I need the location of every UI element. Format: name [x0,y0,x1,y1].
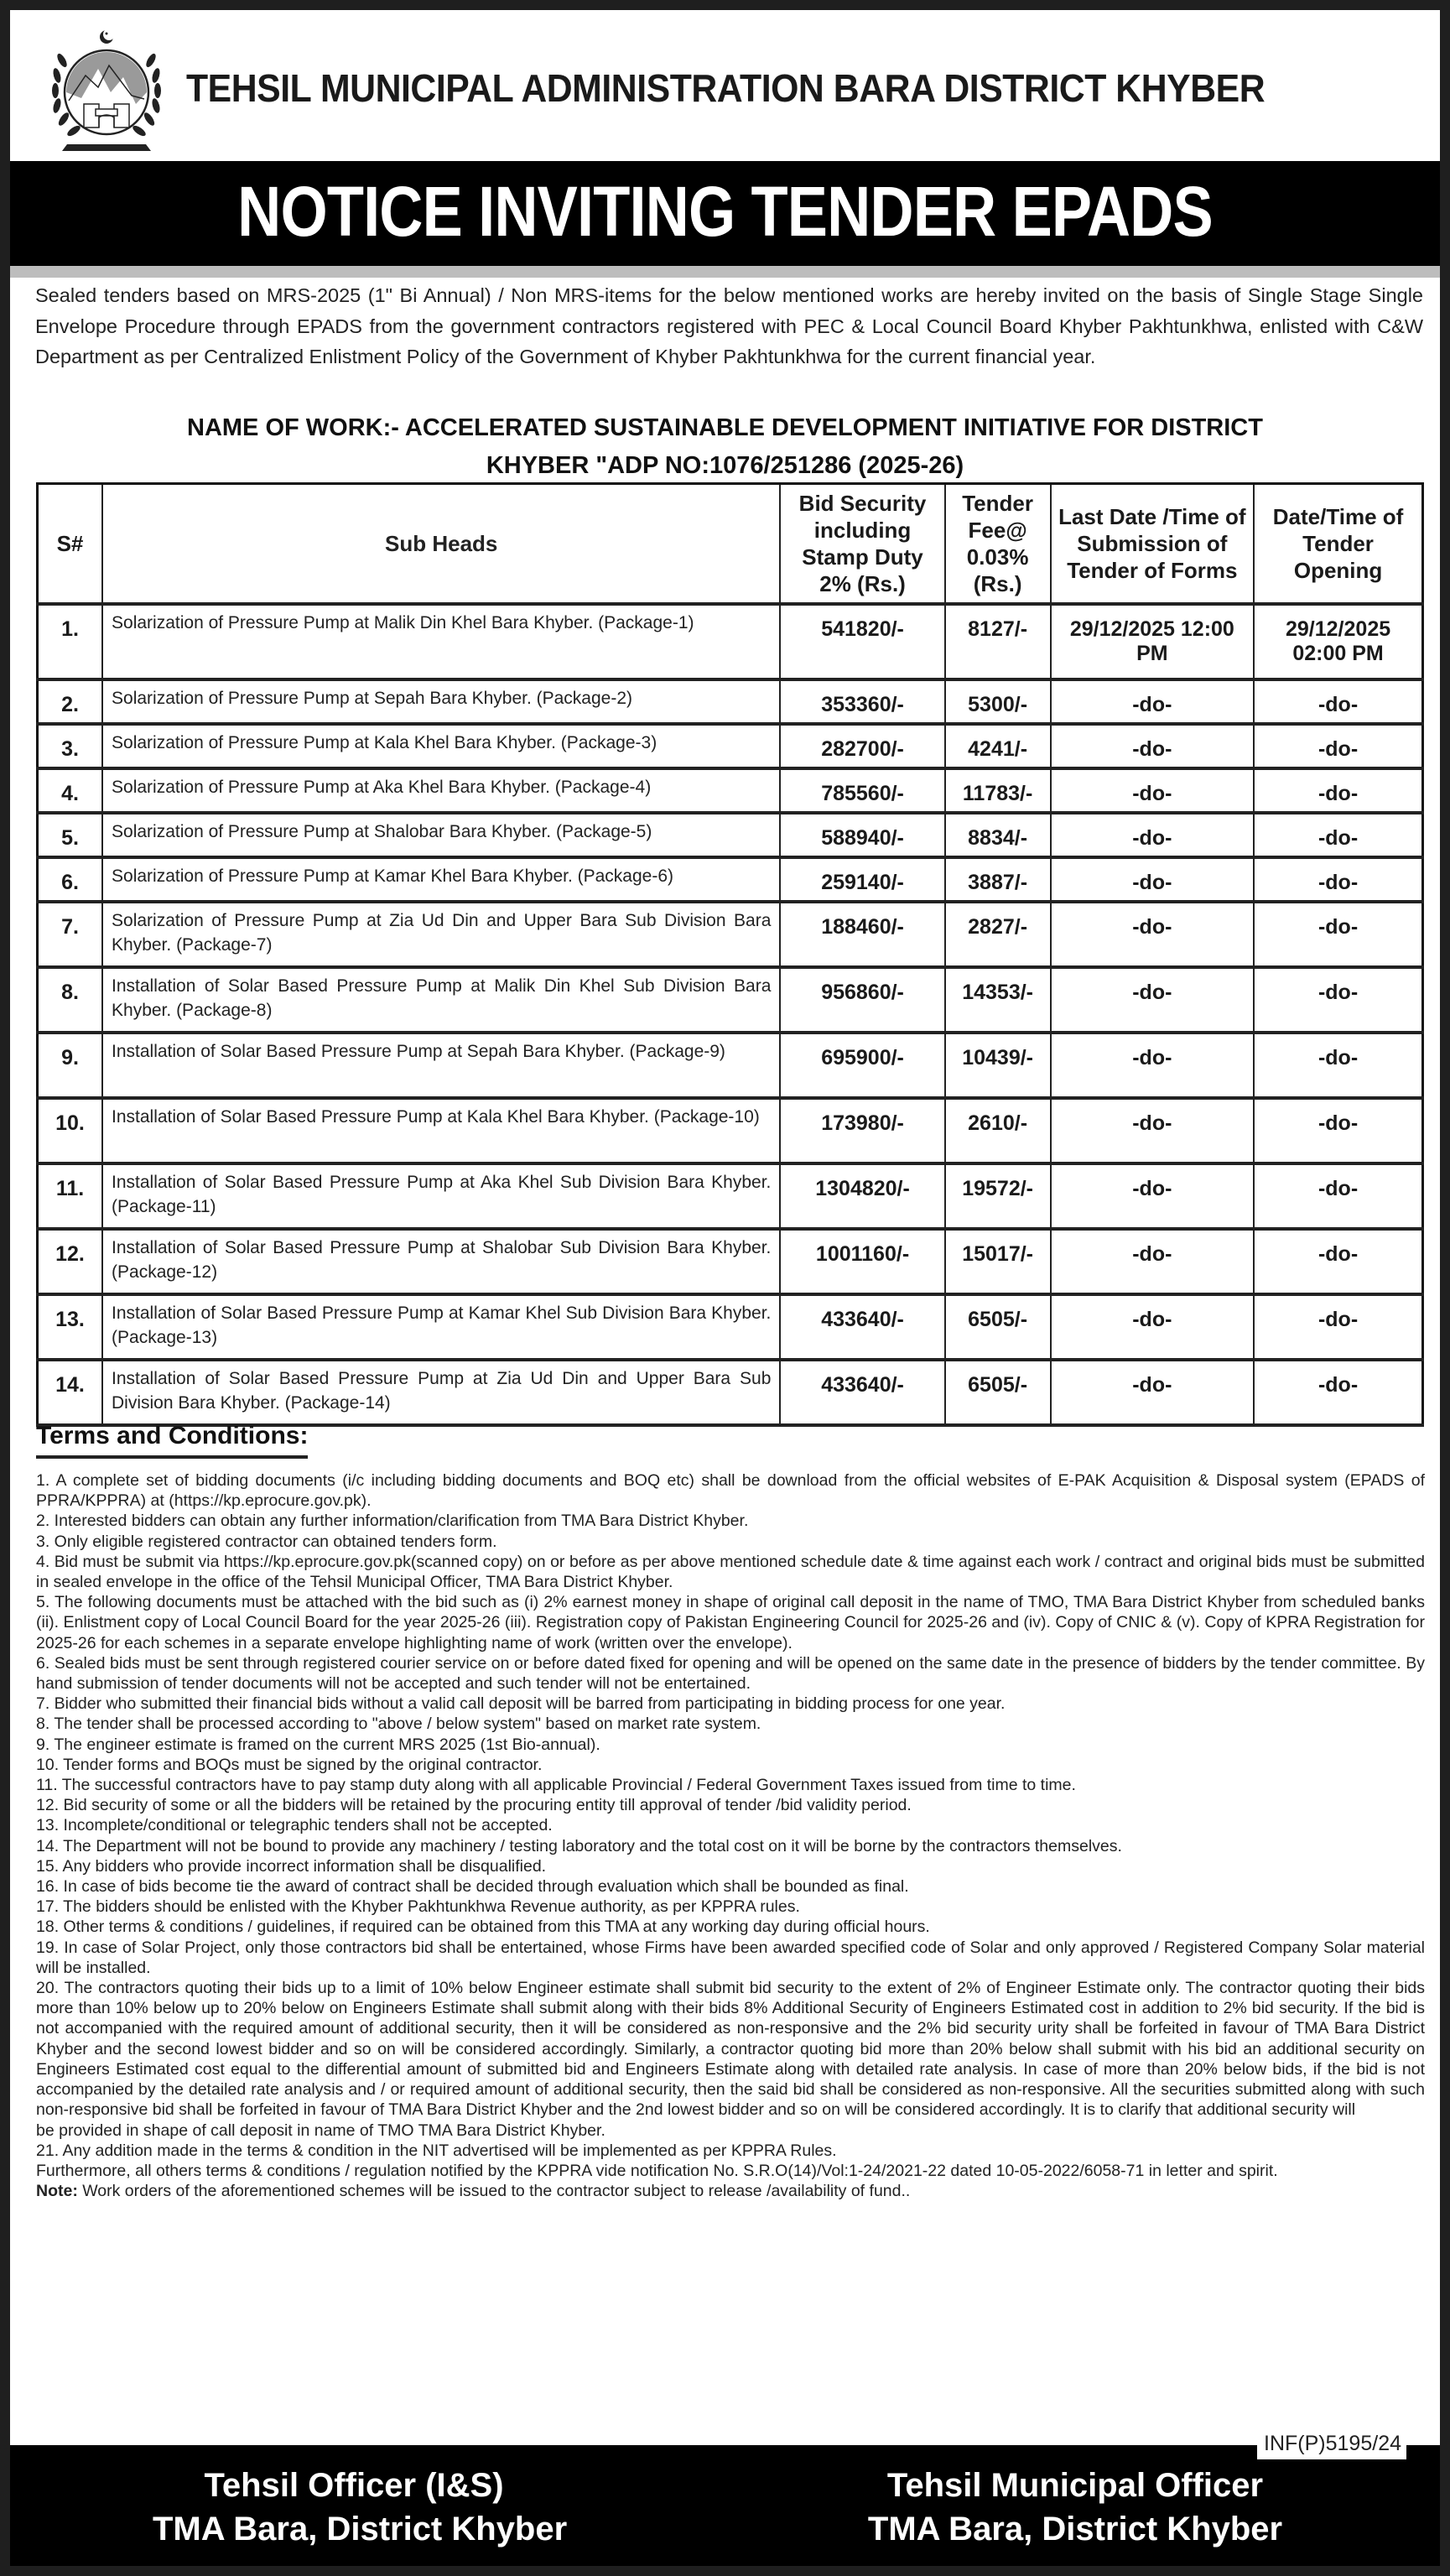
cell-bid-security: 956860/- [780,967,944,1033]
name-of-work-line2: KHYBER "ADP NO:1076/251286 (2025-26) [486,452,964,479]
organization-title: TEHSIL MUNICIPAL ADMINISTRATION BARA DISTRICT KHYBER [186,66,1266,110]
cell-last-date: -do- [1051,1229,1255,1294]
name-of-work [10,409,1440,485]
cell-tender-fee: 6505/- [945,1360,1051,1425]
term-item: 17. The bidders should be enlisted with the Khyber Pakhtunkhwa Revenue authority, as per KPPRA rules. [36,1897,800,1917]
notice-page [10,10,1440,2566]
cell-opening-date: -do- [1254,679,1422,724]
cell-last-date: -do- [1051,967,1255,1033]
term-item: 3. Only eligible registered contractor can obtained tenders form. [36,1532,497,1551]
cell-tender-fee: 6505/- [945,1294,1051,1360]
signatory-office: TMA Bara, District Khyber [153,2511,568,2547]
cell-tender-fee: 19572/- [945,1163,1051,1229]
cell-bid-security: 541820/- [780,604,944,679]
note-text: Work orders of the aforementioned schemes will be issued to the contractor subject to release /availability of fund.. [77,2182,911,2201]
cell-last-date: -do- [1051,1360,1255,1425]
cell-sub-head: Installation of Solar Based Pressure Pump at Malik Din Khel Sub Division Bara Khyber. (Package-8) [102,967,780,1033]
notice-banner [10,161,1440,266]
term-item: 16. In case of bids become tie the award of contract shall be decided through evaluation which shall be bounded as final. [36,1877,909,1897]
cell-bid-security: 695900/- [780,1033,944,1098]
cell-opening-date: -do- [1254,1229,1422,1294]
cell-tender-fee: 11783/- [945,768,1051,813]
term-item: be provided in shape of call deposit in name of TMO TMA Bara District Khyber. [36,2121,605,2140]
cell-sn: 11. [38,1163,103,1229]
term-item: 18. Other terms & conditions / guidelines, if required can be obtained from this TMA at any working day during official hours. [36,1918,930,1937]
table-row [38,902,1423,967]
cell-tender-fee: 8127/- [945,604,1051,679]
cell-last-date: -do- [1051,1033,1255,1098]
cell-tender-fee: 15017/- [945,1229,1051,1294]
table-row [38,857,1423,902]
signature-tehsil-municipal-officer [865,2464,1285,2551]
cell-sn: 12. [38,1229,103,1294]
name-of-work-line1: NAME OF WORK:- ACCELERATED SUSTAINABLE DEVELOPMENT INITIATIVE FOR DISTRICT [187,414,1263,441]
cell-sub-head: Solarization of Pressure Pump at Malik Din Khel Bara Khyber. (Package-1) [102,604,780,679]
cell-last-date: -do- [1051,1294,1255,1360]
reference-number: INF(P)5195/24 [1257,2428,1406,2459]
term-item: 19. In case of Solar Project, only those contractors bid shall be entertained, whose Firms have been awarded specified code of Solar and only approved / Registered Company Solar material will be installed. [36,1938,1425,1977]
cell-sub-head: Installation of Solar Based Pressure Pump at Zia Ud Din and Upper Bara Sub Division Bara Khyber. (Package-14) [102,1360,780,1425]
cell-sn: 14. [38,1360,103,1425]
term-item: 13. Incomplete/conditional or telegraphic tenders shall not be accepted. [36,1816,553,1835]
cell-last-date: -do- [1051,1163,1255,1229]
cell-tender-fee: 3887/- [945,857,1051,902]
cell-opening-date: -do- [1254,967,1422,1033]
cell-tender-fee: 4241/- [945,724,1051,768]
cell-sub-head: Solarization of Pressure Pump at Kala Khel Bara Khyber. (Package-3) [102,724,780,768]
signature-tehsil-officer [153,2464,568,2551]
cell-bid-security: 785560/- [780,768,944,813]
cell-last-date: -do- [1051,1098,1255,1163]
table-row [38,1229,1423,1294]
table-row [38,1294,1423,1360]
cell-bid-security: 433640/- [780,1294,944,1360]
cell-opening-date: -do- [1254,857,1422,902]
term-item: 21. Any addition made in the terms & condition in the NIT advertised will be implemented as per KPPRA Rules. [36,2141,837,2160]
cell-tender-fee: 5300/- [945,679,1051,724]
divider-strip [10,266,1440,278]
cell-opening-date: -do- [1254,768,1422,813]
table-row [38,967,1423,1033]
cell-sn: 1. [38,604,103,679]
term-item: 8. The tender shall be processed according to "above / below system" based on market rate system. [36,1715,761,1734]
table-row [38,1163,1423,1229]
cell-bid-security: 353360/- [780,679,944,724]
table-row [38,1033,1423,1098]
cell-opening-date: -do- [1254,813,1422,857]
col-tender-fee: Tender Fee@ 0.03% (Rs.) [945,484,1051,604]
cell-opening-date: -do- [1254,1098,1422,1163]
term-item: 5. The following documents must be attached with the bid such as (i) 2% earnest money in shape of original call deposit in the name of TMO, TMA Bara District Khyber from scheduled banks (ii). Enlistment copy of Local Council Board for the year 2025-26 (iii). Registration copy of Pakistan Engineering Council for 2025-26 and (iv). Copy of CNIC & (v). Copy of KPRA Registration for 2025-26 for each schemes in a separate envelope highlighting name of work (written over the envelope). [36,1593,1425,1652]
cell-last-date: -do- [1051,679,1255,724]
signatory-title: Tehsil Officer (I&S) [204,2467,504,2504]
term-item: 14. The Department will not be bound to provide any machinery / testing laboratory and the total cost on it will be borne by the contractors themselves. [36,1836,1122,1855]
notice-title: NOTICE INVITING TENDER EPADS [237,172,1213,251]
term-item: 6. Sealed bids must be sent through registered courier service on or before dated fixed for opening and will be opened on the same date in the presence of bidders by the tender committee. By hand submission of tender documents will not be accepted and such tender will not be entertained. [36,1653,1425,1694]
table-row [38,679,1423,724]
cell-sub-head: Solarization of Pressure Pump at Shalobar Bara Khyber. (Package-5) [102,813,780,857]
cell-tender-fee: 2610/- [945,1098,1051,1163]
cell-sub-head: Installation of Solar Based Pressure Pump at Aka Khel Sub Division Bara Khyber. (Package-11) [102,1163,780,1229]
tender-table [36,482,1424,1427]
cell-sn: 3. [38,724,103,768]
cell-sn: 4. [38,768,103,813]
cell-last-date: -do- [1051,857,1255,902]
term-item: 10. Tender forms and BOQs must be signed by the original contractor. [36,1755,543,1774]
cell-opening-date: -do- [1254,1033,1422,1098]
cell-bid-security: 188460/- [780,902,944,967]
table-row [38,768,1423,813]
cell-opening-date: -do- [1254,1294,1422,1360]
cell-last-date: -do- [1051,813,1255,857]
cell-sn: 10. [38,1098,103,1163]
intro-paragraph: Sealed tenders based on MRS-2025 (1" Bi Annual) / Non MRS-items for the below mentioned works are hereby invited on the basis of Single Stage Single Envelope Procedure through EPADS from the government contractors registered with PEC & Local Council Board Khyber Pakhtunkhwa, enlisted with C&W Department as per Centralized Enlistment Policy of the Government of Khyber Pakhtunkhwa for the current financial year. [35,284,1423,367]
signatory-title: Tehsil Municipal Officer [886,2467,1264,2504]
masthead [10,10,1440,161]
cell-sub-head: Solarization of Pressure Pump at Zia Ud Din and Upper Bara Sub Division Bara Khyber. (Package-7) [102,902,780,967]
cell-bid-security: 433640/- [780,1360,944,1425]
term-item: 2. Interested bidders can obtain any further information/clarification from TMA Bara District Khyber. [36,1512,749,1531]
cell-bid-security: 282700/- [780,724,944,768]
signatory-office: TMA Bara, District Khyber [867,2511,1283,2547]
table-row [38,1098,1423,1163]
terms-heading: Terms and Conditions: [36,1422,308,1459]
cell-last-date: -do- [1051,724,1255,768]
term-item: 20. The contractors quoting their bids up to a limit of 10% below Engineer estimate shall submit bid security to the extent of 2% of Engineer Estimate only. The contractor quoting their bids more than 10% below up to 20% below on Engineers Estimate shall submit along with their bids 8% Additional Security of Engineers Estimated cost in addition to 2% bid security. If the bid is not accompanied with the required amount of additional security, then it will be considered as non-responsive and the 2% bid security urity shall be forfeited in favour of TMA Bara District Khyber and the second lowest bidder and so on will be considered accordingly. Similarly, a contractor quoting bid more than 20% below shall submit with his bid an additional security on Engineers Estimated cost equal to the differential amount of submitted bid and Engineers Estimate along with detailed rate analysis. In case of more than 20% below bids, if the bid is not accompanied by the detailed rate analysis and / or required amount of additional security, then the said bid shall be considered as non-responsive. All the securities submitted along with such non-responsive bid shall be forfeited in favour of TMA Bara District Khyber and the 2nd lowest bidder and so on will be considered accordingly. It is to clarify that additional security will [36,1979,1425,2120]
cell-last-date: -do- [1051,902,1255,967]
cell-last-date: 29/12/2025 12:00 PM [1051,604,1255,679]
col-opening-date: Date/Time of Tender Opening [1254,484,1422,604]
cell-bid-security: 259140/- [780,857,944,902]
cell-sub-head: Installation of Solar Based Pressure Pump at Sepah Bara Khyber. (Package-9) [102,1033,780,1098]
cell-opening-date: -do- [1254,1163,1422,1229]
term-item: 15. Any bidders who provide incorrect information shall be disqualified. [36,1856,547,1876]
cell-bid-security: 1001160/- [780,1229,944,1294]
table-header-row [38,484,1423,604]
col-sub-heads: Sub Heads [102,484,780,604]
cell-sub-head: Installation of Solar Based Pressure Pump at Kala Khel Bara Khyber. (Package-10) [102,1098,780,1163]
cell-sn: 2. [38,679,103,724]
cell-sub-head: Solarization of Pressure Pump at Kamar Khel Bara Khyber. (Package-6) [102,857,780,902]
signature-footer [10,2445,1440,2566]
table-row [38,604,1423,679]
khyber-pakhtunkhwa-emblem-icon [44,27,169,157]
cell-sn: 9. [38,1033,103,1098]
cell-opening-date: -do- [1254,724,1422,768]
terms-list [36,1470,1425,2201]
note [36,2181,1425,2201]
term-item: 12. Bid security of some or all the bidders will be retained by the procuring entity till approval of tender /bid validity period. [36,1796,912,1815]
cell-tender-fee: 2827/- [945,902,1051,967]
cell-sn: 7. [38,902,103,967]
cell-sub-head: Installation of Solar Based Pressure Pump at Shalobar Sub Division Bara Khyber. (Package-12) [102,1229,780,1294]
cell-sub-head: Installation of Solar Based Pressure Pump at Kamar Khel Sub Division Bara Khyber. (Package-13) [102,1294,780,1360]
term-item: 9. The engineer estimate is framed on the current MRS 2025 (1st Bio-annual). [36,1735,600,1754]
cell-sub-head: Solarization of Pressure Pump at Sepah Bara Khyber. (Package-2) [102,679,780,724]
cell-sn: 5. [38,813,103,857]
cell-sub-head: Solarization of Pressure Pump at Aka Khel Bara Khyber. (Package-4) [102,768,780,813]
table-row [38,813,1423,857]
col-bid-security: Bid Security including Stamp Duty 2% (Rs.) [780,484,944,604]
table-row [38,724,1423,768]
term-item: 7. Bidder who submitted their financial bids without a valid call deposit will be barred from participating in bidding process for one year. [36,1694,1006,1714]
cell-tender-fee: 8834/- [945,813,1051,857]
cell-last-date: -do- [1051,768,1255,813]
cell-tender-fee: 10439/- [945,1033,1051,1098]
col-sn: S# [38,484,103,604]
cell-sn: 13. [38,1294,103,1360]
cell-bid-security: 1304820/- [780,1163,944,1229]
note-label: Note: [36,2182,78,2201]
cell-tender-fee: 14353/- [945,967,1051,1033]
cell-bid-security: 173980/- [780,1098,944,1163]
cell-bid-security: 588940/- [780,813,944,857]
cell-sn: 6. [38,857,103,902]
term-item: 1. A complete set of bidding documents (i/c including bidding documents and BOQ etc) shall be download from the official websites of E-PAK Acquisition & Disposal system (EPADS of PPRA/KPPRA) at (https://kp.eprocure.gov.pk). [36,1471,1425,1511]
term-item: 11. The successful contractors have to pay stamp duty along with all applicable Provincial / Federal Government Taxes issued from time to time. [36,1776,1076,1795]
cell-sn: 8. [38,967,103,1033]
term-item: Furthermore, all others terms & conditions / regulation notified by the KPPRA vide notification No. S.R.O(14)/Vol:1-24/2021-22 dated 10-05-2022/6058-71 in letter and spirit. [36,2161,1278,2180]
col-last-date: Last Date /Time of Submission of Tender of Forms [1051,484,1255,604]
cell-opening-date: -do- [1254,902,1422,967]
table-row [38,1360,1423,1425]
cell-opening-date: 29/12/2025 02:00 PM [1254,604,1422,679]
cell-opening-date: -do- [1254,1360,1422,1425]
term-item: 4. Bid must be submit via https://kp.eprocure.gov.pk(scanned copy) on or before as per above mentioned schedule date & time against each work / contract and original bids must be submitted in sealed envelope in the office of the Tehsil Municipal Officer, TMA Bara District Khyber. [36,1552,1425,1592]
